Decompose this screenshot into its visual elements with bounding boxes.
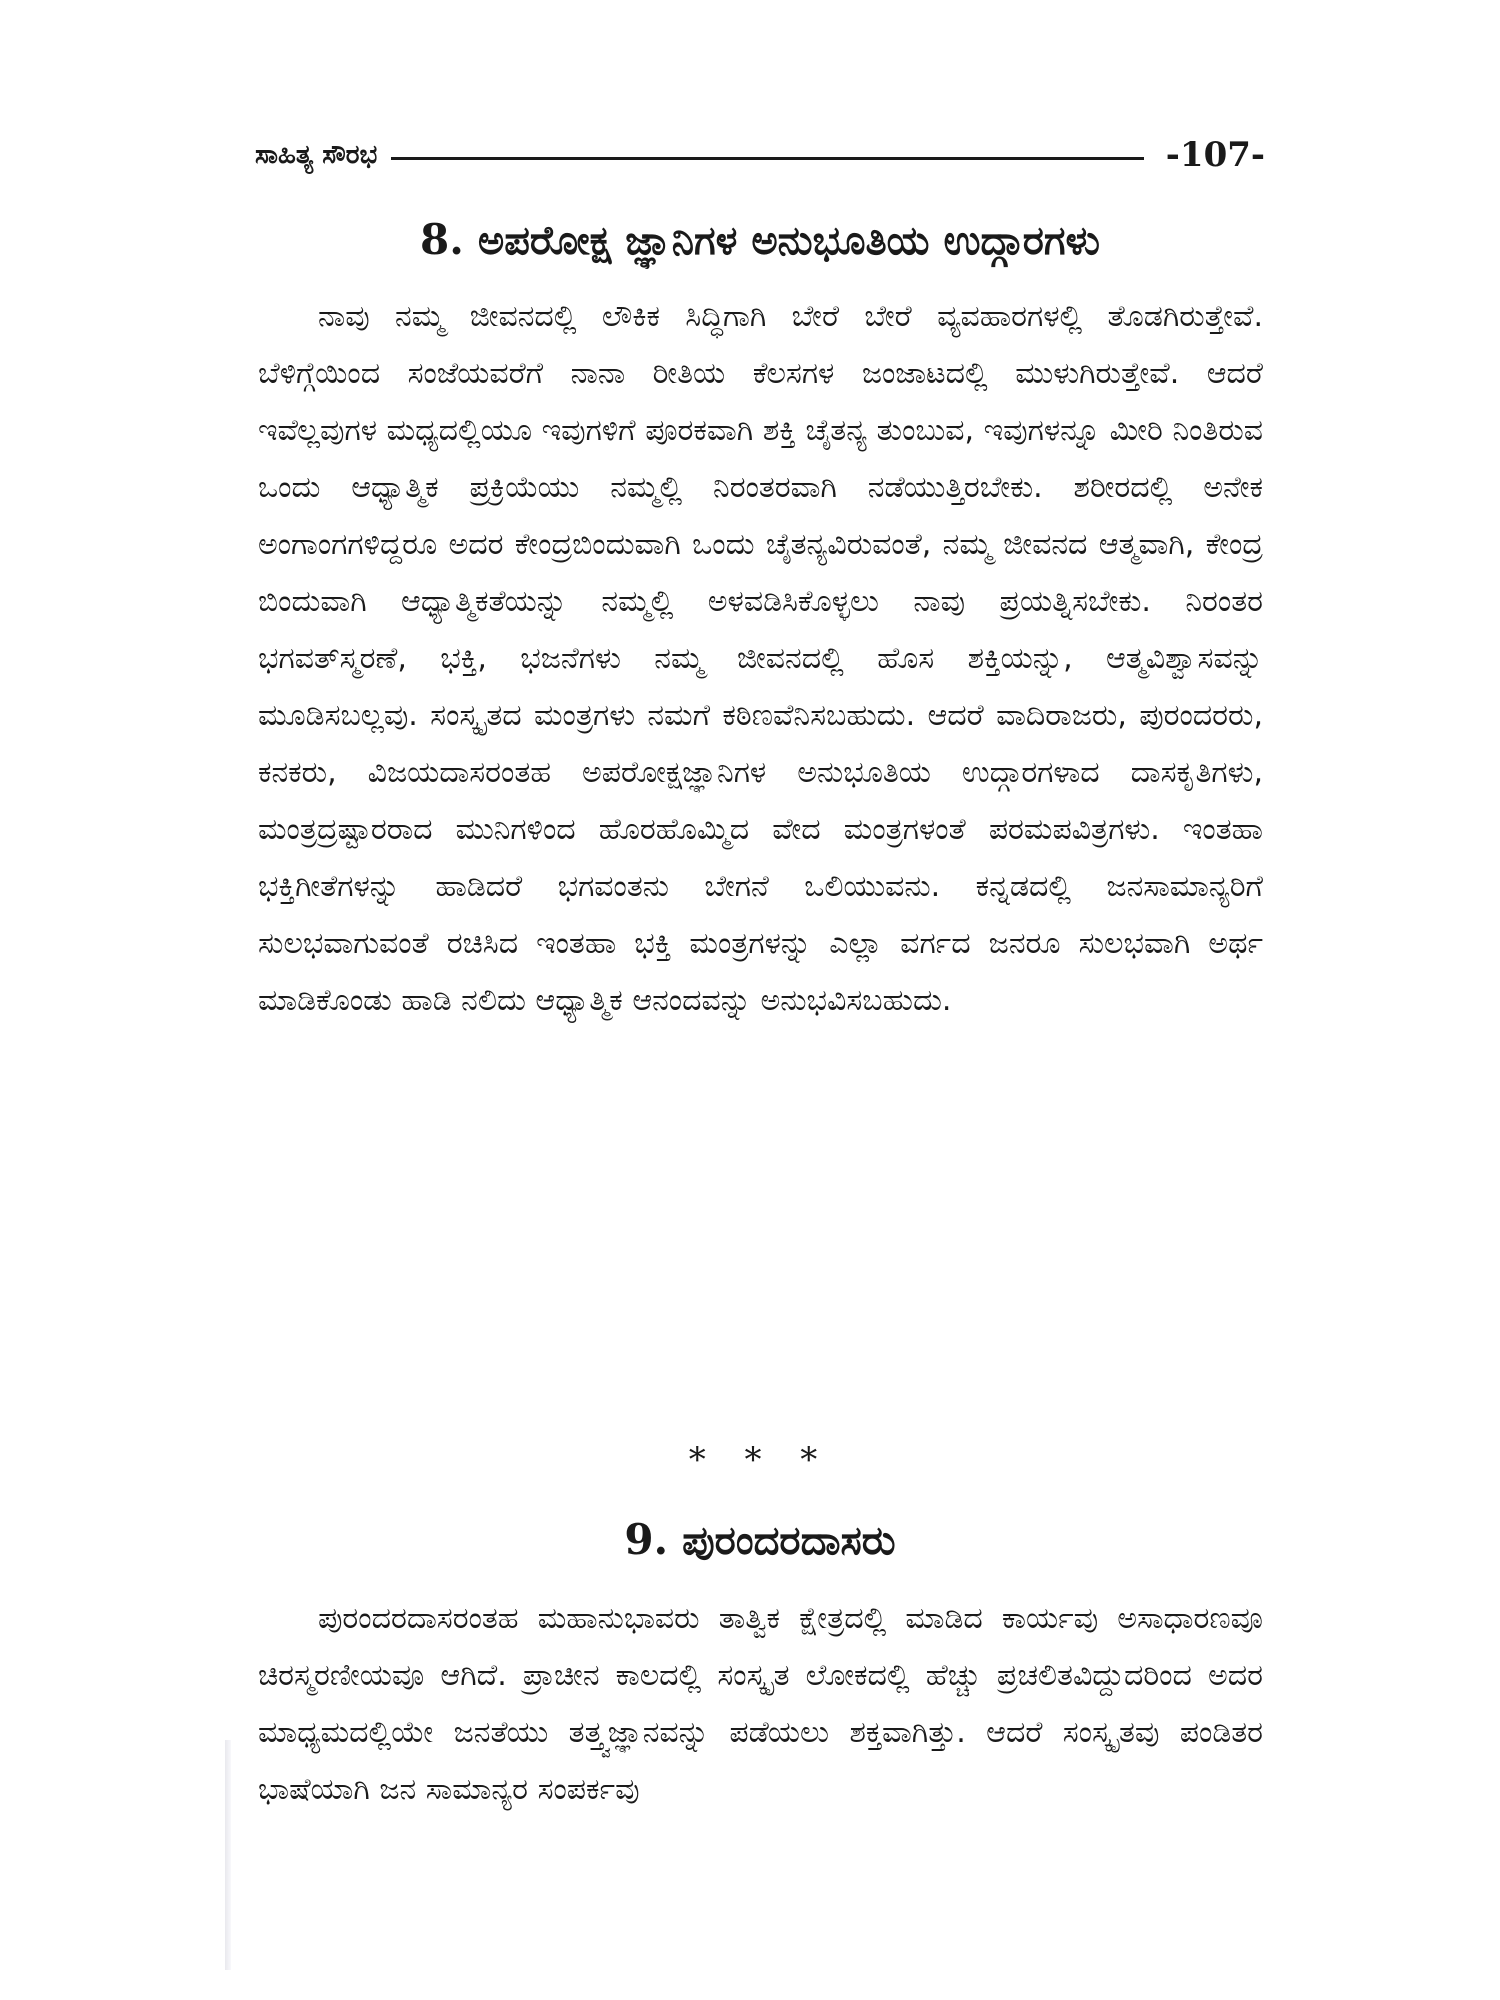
section-separator: * * * — [688, 1440, 832, 1480]
section-9-number: 9. — [624, 1515, 669, 1564]
section-8-paragraph: ನಾವು ನಮ್ಮ ಜೀವನದಲ್ಲಿ ಲೌಕಿಕ ಸಿದ್ಧಿಗಾಗಿ ಬೇರೆ ಬೇರೆ ವ್ಯವಹಾರಗಳಲ್ಲಿ ತೊಡಗಿರುತ್ತೇವೆ. ಬೆಳಿಗ್ಗೆಯಿಂದ ಸಂಜೆಯವರೆಗೆ ನಾನಾ ರೀತಿಯ ಕೆಲಸಗಳ ಜಂಜಾಟದಲ್ಲಿ ಮುಳುಗಿರುತ್ತೇವೆ. ಆದರೆ ಇವೆಲ್ಲವುಗಳ ಮಧ್ಯದಲ್ಲಿಯೂ ಇವುಗಳಿಗೆ ಪೂರಕವಾಗಿ ಶಕ್ತಿ ಚೈತನ್ಯ ತುಂಬುವ, ಇವುಗಳನ್ನೂ ಮೀರಿ ನಿಂತಿರುವ ಒಂದು ಆಧ್ಯಾತ್ಮಿಕ ಪ್ರಕ್ರಿಯೆಯು ನಮ್ಮಲ್ಲಿ ನಿರಂತರವಾಗಿ ನಡೆಯುತ್ತಿರಬೇಕು. ಶರೀರದಲ್ಲಿ ಅನೇಕ ಅಂಗಾಂಗಗಳಿದ್ದರೂ ಅದರ ಕೇಂದ್ರಬಿಂದುವಾಗಿ ಒಂದು ಚೈತನ್ಯವಿರುವಂತೆ, ನಮ್ಮ ಜೀವನದ ಆತ್ಮವಾಗಿ, ಕೇಂದ್ರ ಬಿಂದುವಾಗಿ ಆಧ್ಯಾತ್ಮಿಕತೆಯನ್ನು ನಮ್ಮಲ್ಲಿ ಅಳವಡಿಸಿಕೊಳ್ಳಲು ನಾವು ಪ್ರಯತ್ನಿಸಬೇಕು. ನಿರಂತರ ಭಗವತ್‌ಸ್ಮರಣೆ, ಭಕ್ತಿ, ಭಜನೆಗಳು ನಮ್ಮ ಜೀವನದಲ್ಲಿ ಹೊಸ ಶಕ್ತಿಯನ್ನು, ಆತ್ಮವಿಶ್ವಾಸವನ್ನು ಮೂಡಿಸಬಲ್ಲವು. ಸಂಸ್ಕೃತದ ಮಂತ್ರಗಳು ನಮಗೆ ಕಠಿಣವೆನಿಸಬಹುದು. ಆದರೆ ವಾದಿರಾಜರು, ಪುರಂದರರು, ಕನಕರು, ವಿಜಯದಾಸರಂತಹ ಅಪರೋಕ್ಷಜ್ಞಾನಿಗಳ ಅನುಭೂತಿಯ ಉದ್ಗಾರಗಳಾದ ದಾಸಕೃತಿಗಳು, ಮಂತ್ರದ್ರಷ್ಟಾರರಾದ ಮುನಿಗಳಿಂದ ಹೊರಹೊಮ್ಮಿದ ವೇದ ಮಂತ್ರಗಳಂತೆ ಪರಮಪವಿತ್ರಗಳು. ಇಂತಹಾ ಭಕ್ತಿಗೀತೆಗಳನ್ನು ಹಾಡಿದರೆ ಭಗವಂತನು ಬೇಗನೆ ಒಲಿಯುವನು. ಕನ್ನಡದಲ್ಲಿ ಜನಸಾಮಾನ್ಯರಿಗೆ ಸುಲಭವಾಗುವಂತೆ ರಚಿಸಿದ ಇಂತಹಾ ಭಕ್ತಿ ಮಂತ್ರಗಳನ್ನು ಎಲ್ಲಾ ವರ್ಗದ ಜನರೂ ಸುಲಭವಾಗಿ ಅರ್ಥ ಮಾಡಿಕೊಂಡು ಹಾಡಿ ನಲಿದು ಆಧ್ಯಾತ್ಮಿಕ ಆನಂದವನ್ನು ಅನುಭವಿಸಬಹುದು. — [258, 299, 1263, 1018]
section-8-heading — [255, 210, 1265, 271]
section-9-paragraph: ಪುರಂದರದಾಸರಂತಹ ಮಹಾನುಭಾವರು ತಾತ್ವಿಕ ಕ್ಷೇತ್ರದಲ್ಲಿ ಮಾಡಿದ ಕಾರ್ಯವು ಅಸಾಧಾರಣವೂ ಚಿರಸ್ಮರಣೀಯವೂ ಆಗಿದೆ. ಪ್ರಾಚೀನ ಕಾಲದಲ್ಲಿ ಸಂಸ್ಕೃತ ಲೋಕದಲ್ಲಿ ಹೆಚ್ಚು ಪ್ರಚಲಿತವಿದ್ದುದರಿಂದ ಅದರ ಮಾಧ್ಯಮದಲ್ಲಿಯೇ ಜನತೆಯು ತತ್ತ್ವಜ್ಞಾನವನ್ನು ಪಡೆಯಲು ಶಕ್ತವಾಗಿತ್ತು. ಆದರೆ ಸಂಸ್ಕೃತವು ಪಂಡಿತರ ಭಾಷೆಯಾಗಿ ಜನ ಸಾಮಾನ್ಯರ ಸಂಪರ್ಕವು — [258, 1601, 1263, 1807]
scan-edge-shadow — [225, 1740, 231, 1970]
section-8-title: ಅಪರೋಕ್ಷ ಜ್ಞಾನಿಗಳ ಅನುಭೂತಿಯ ಉದ್ಗಾರಗಳು — [477, 218, 1100, 264]
section-9-title: ಪುರಂದರದಾಸರು — [682, 1518, 896, 1564]
section-8-number: 8. — [420, 215, 464, 264]
running-header — [255, 130, 1265, 180]
header-rule — [391, 157, 1144, 160]
book-title: ಸಾಹಿತ್ಯ ಸೌರಭ — [255, 139, 378, 170]
section-9-heading — [255, 1510, 1265, 1571]
page-number: -107- — [1165, 135, 1265, 175]
